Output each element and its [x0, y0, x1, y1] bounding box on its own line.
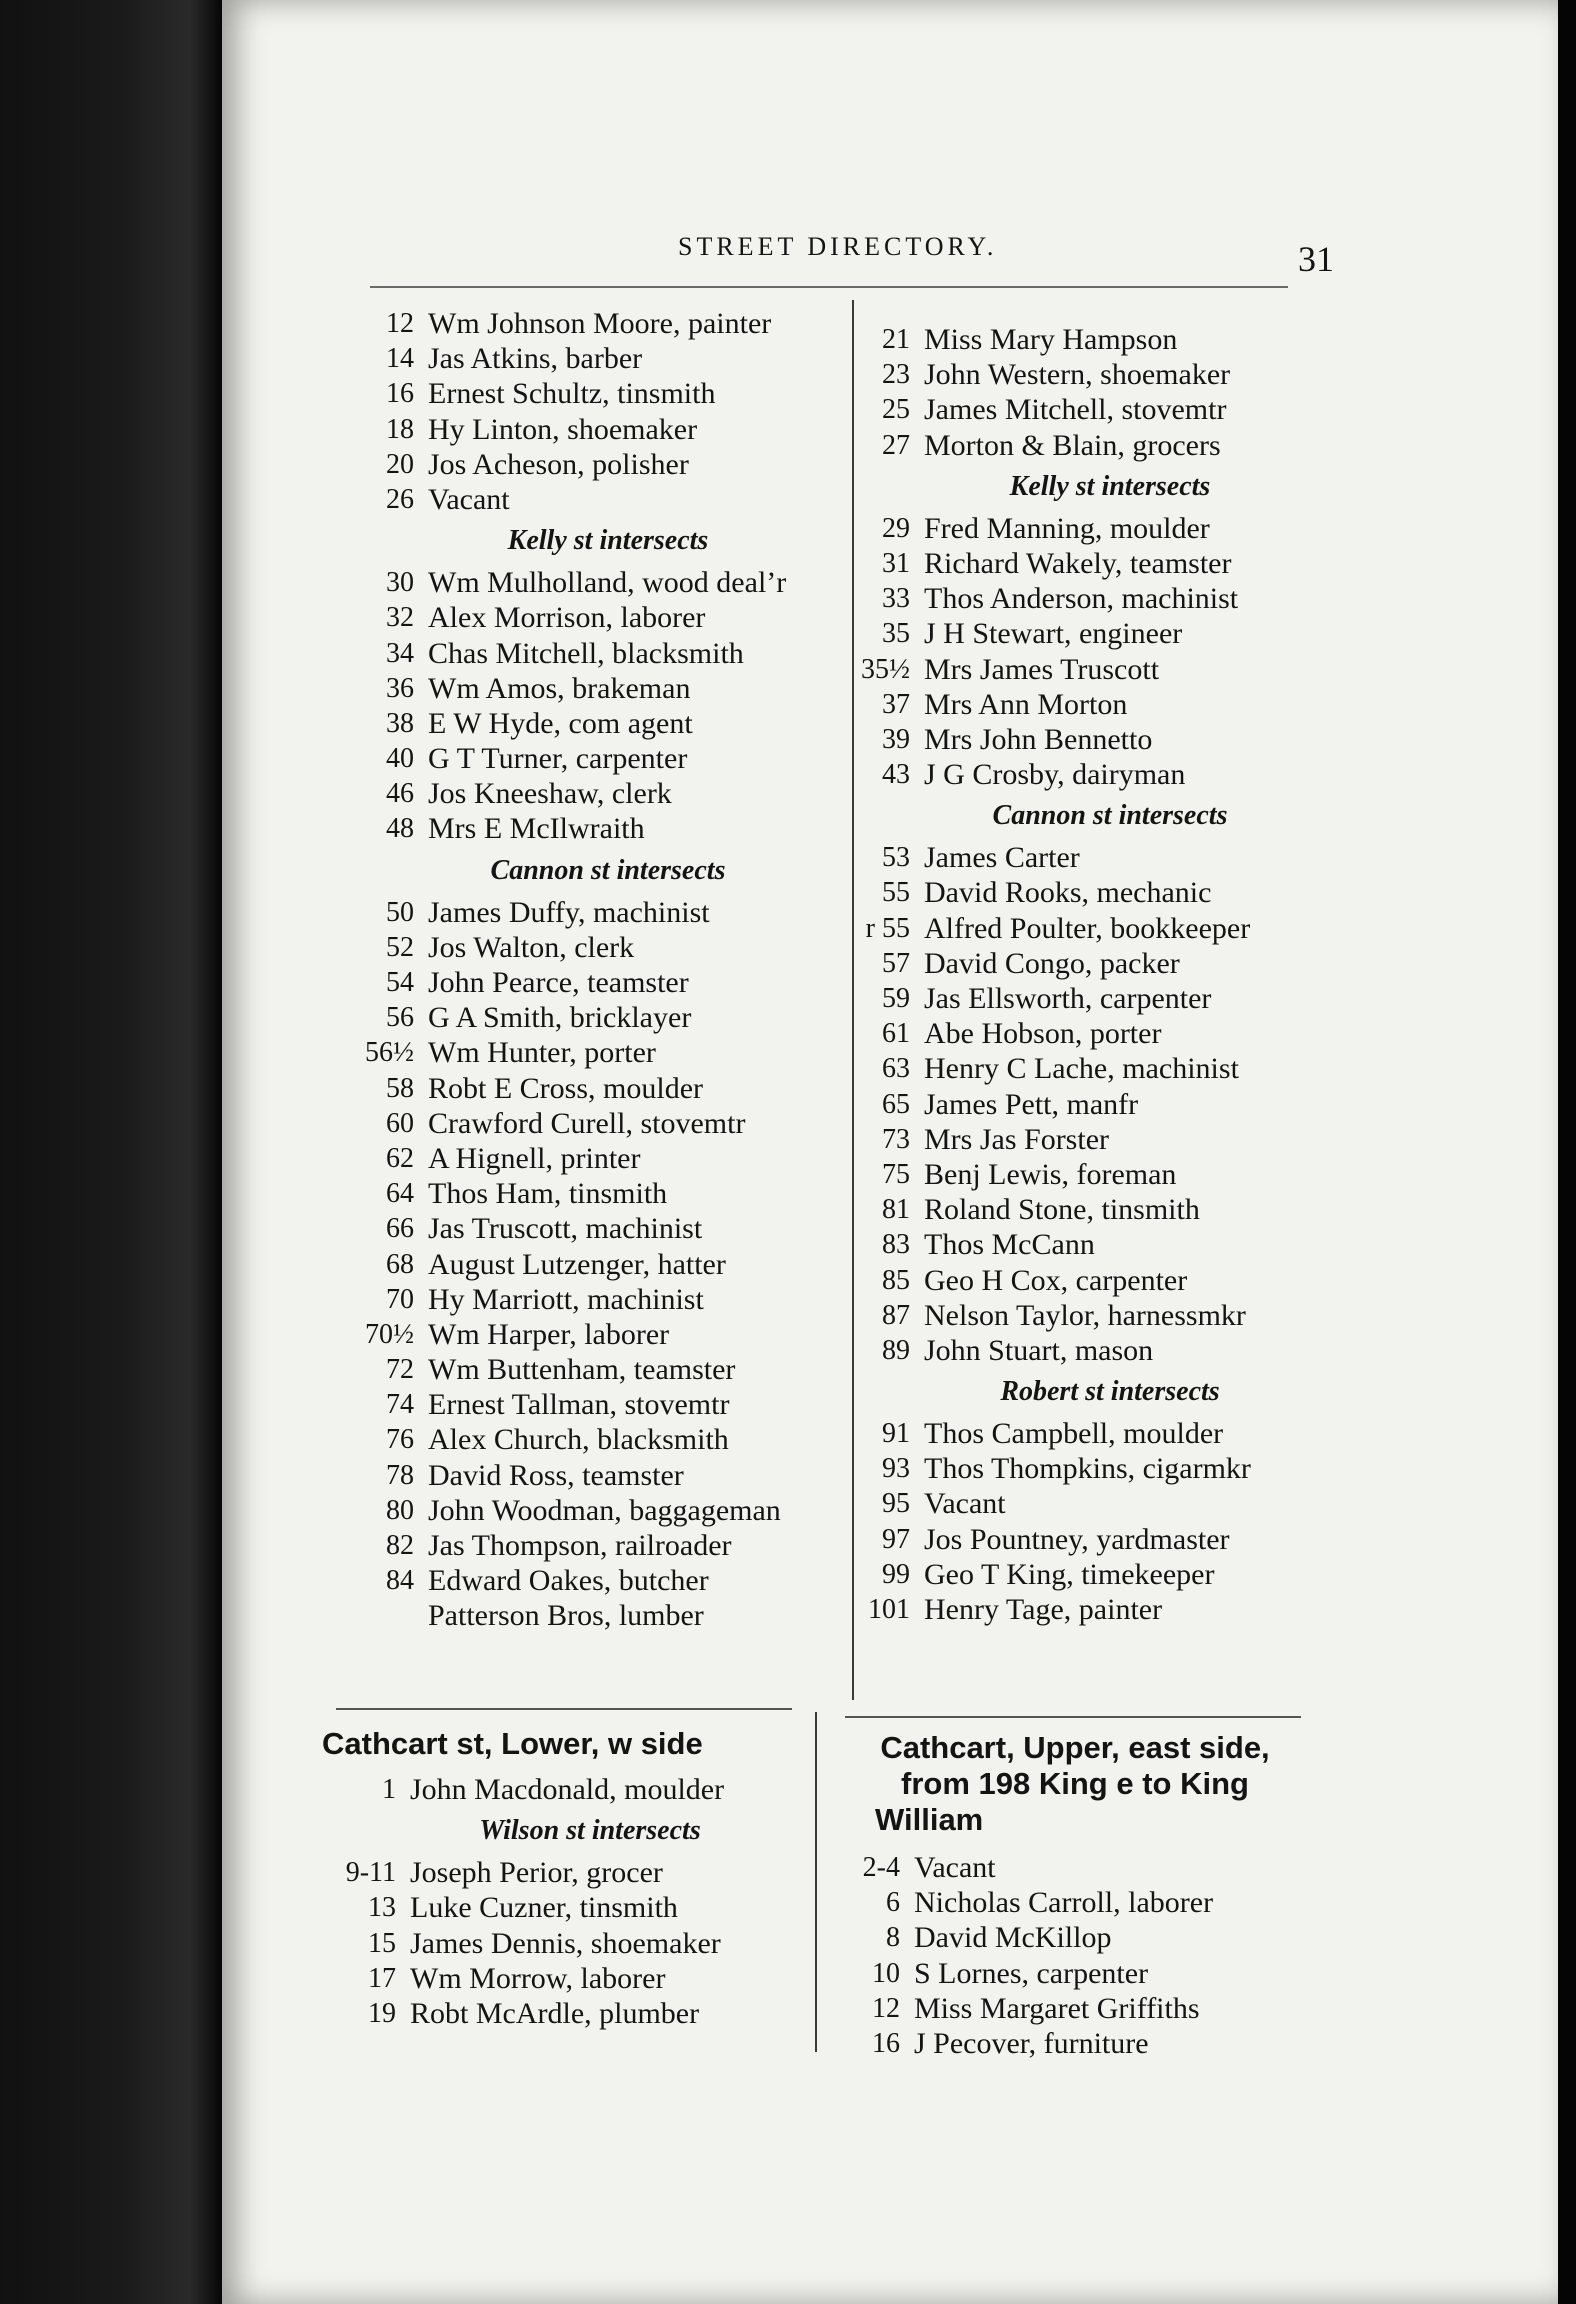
directory-entry	[850, 1557, 1330, 1592]
house-number: 36	[386, 672, 414, 704]
resident-entry: Miss Mary Hampson	[924, 323, 1178, 356]
house-number: 32	[386, 602, 414, 634]
street-heading-upper-line: from 198 King e to King	[901, 1766, 1249, 1801]
running-header: STREET DIRECTORY.	[678, 232, 998, 261]
directory-entry	[850, 981, 1330, 1016]
house-number: 34	[386, 637, 414, 669]
directory-entry	[318, 1035, 838, 1070]
resident-entry: Alfred Poulter, bookkeeper	[924, 911, 1251, 945]
cross-street-label: Robert st intersects	[1000, 1376, 1220, 1408]
directory-entry	[840, 1991, 1320, 2026]
resident-entry: G A Smith, bricklayer	[428, 1001, 692, 1035]
directory-entry	[850, 722, 1330, 757]
directory-entry	[318, 776, 838, 811]
house-number: 97	[882, 1523, 910, 1555]
house-number: 76	[386, 1424, 414, 1456]
resident-entry: Wm Amos, brakeman	[428, 671, 691, 705]
resident-entry: A Hignell, printer	[428, 1141, 641, 1175]
page-edge	[1558, 0, 1576, 2304]
house-number: 12	[872, 1992, 900, 2024]
directory-entry	[850, 1157, 1330, 1192]
house-number: 43	[882, 759, 910, 791]
directory-entry	[318, 341, 838, 376]
house-number: 37	[882, 688, 910, 720]
resident-entry: Thos Anderson, machinist	[924, 582, 1239, 616]
directory-entry	[850, 1016, 1330, 1051]
directory-entry	[318, 376, 838, 411]
house-number: 93	[882, 1453, 910, 1485]
house-number: 17	[368, 1962, 396, 1994]
directory-entry	[850, 840, 1330, 875]
house-number: 33	[882, 583, 910, 615]
resident-entry: Thos McCann	[924, 1228, 1095, 1262]
directory-entry	[318, 636, 838, 671]
directory-entry	[840, 2026, 1320, 2061]
house-number: 95	[882, 1488, 910, 1520]
directory-entry	[318, 1141, 838, 1176]
directory-entry	[318, 1563, 838, 1598]
resident-entry: Mrs E McIlwraith	[428, 812, 645, 846]
house-number: 70	[386, 1283, 414, 1315]
directory-entry	[850, 546, 1330, 581]
directory-entry	[318, 1176, 838, 1211]
cross-street-label: Cannon st intersects	[490, 854, 726, 886]
directory-entry	[300, 1890, 820, 1925]
directory-entry	[318, 447, 838, 482]
house-number: 78	[386, 1459, 414, 1491]
street-heading-upper-line: William	[875, 1802, 984, 1837]
resident-entry: Robt E Cross, moulder	[428, 1071, 703, 1105]
street-heading-upper	[840, 1730, 1310, 1838]
directory-entry	[850, 1592, 1330, 1627]
resident-entry: Edward Oakes, butcher	[428, 1564, 709, 1598]
resident-entry: Mrs John Bennetto	[924, 722, 1153, 756]
resident-entry: Jas Truscott, machinist	[428, 1212, 703, 1246]
directory-entry	[850, 911, 1330, 946]
directory-entry	[850, 581, 1330, 616]
directory-entry	[850, 1192, 1330, 1227]
resident-entry: Fred Manning, moulder	[924, 511, 1210, 545]
directory-entry	[300, 1772, 820, 1807]
resident-entry: Geo H Cox, carpenter	[924, 1263, 1188, 1297]
directory-entry	[318, 811, 838, 846]
resident-entry: Morton & Blain, grocers	[924, 428, 1221, 462]
resident-entry: Patterson Bros, lumber	[428, 1599, 704, 1633]
resident-entry: Vacant	[924, 1487, 1006, 1521]
house-number: 14	[386, 343, 414, 375]
house-number: 21	[882, 324, 910, 355]
resident-entry: David Ross, teamster	[428, 1458, 684, 1492]
house-number: 75	[882, 1158, 910, 1190]
directory-entry	[850, 757, 1330, 792]
resident-entry: Hy Marriott, machinist	[428, 1282, 704, 1316]
lower-street-list	[300, 1772, 820, 2031]
resident-entry: James Mitchell, stovemtr	[924, 393, 1227, 427]
resident-entry: Wm Buttenham, teamster	[428, 1353, 736, 1387]
house-number: 8	[886, 1922, 900, 1954]
directory-entry	[318, 600, 838, 635]
house-number: 50	[386, 896, 414, 928]
house-number: 81	[882, 1194, 910, 1226]
directory-entry	[318, 895, 838, 930]
resident-entry: Jos Acheson, polisher	[428, 447, 689, 481]
house-number: 9-11	[345, 1857, 396, 1889]
resident-entry: Jas Atkins, barber	[428, 342, 643, 376]
directory-entry	[318, 1422, 838, 1457]
section-rule-left	[336, 1708, 792, 1710]
resident-entry: Wm Mulholland, wood deal’r	[428, 566, 787, 600]
directory-entry	[318, 1598, 838, 1633]
resident-entry: Alex Church, blacksmith	[428, 1423, 729, 1457]
directory-entry	[850, 875, 1330, 910]
directory-entry	[850, 1263, 1330, 1298]
house-number: 91	[882, 1418, 910, 1450]
resident-entry: Ernest Schultz, tinsmith	[428, 377, 716, 411]
directory-entry	[850, 1122, 1330, 1157]
resident-entry: Thos Campbell, moulder	[924, 1417, 1224, 1451]
resident-entry: Benj Lewis, foreman	[924, 1157, 1177, 1191]
directory-entry	[850, 1087, 1330, 1122]
left-column	[318, 306, 838, 1634]
cross-street-label: Cannon st intersects	[992, 800, 1228, 832]
resident-entry: Jas Ellsworth, carpenter	[924, 982, 1212, 1015]
house-number: 59	[882, 983, 910, 1014]
resident-entry: Robt McArdle, plumber	[410, 1996, 700, 2030]
resident-entry: Nelson Taylor, harnessmkr	[924, 1298, 1246, 1332]
resident-entry: Nicholas Carroll, laborer	[914, 1886, 1214, 1920]
house-number: 35	[882, 618, 910, 650]
directory-entry	[850, 687, 1330, 722]
house-number: 10	[872, 1957, 900, 1989]
resident-entry: Vacant	[428, 482, 510, 516]
resident-entry: J Pecover, furniture	[914, 2026, 1149, 2060]
house-number: 38	[386, 707, 414, 739]
house-number: 56½	[365, 1037, 414, 1069]
resident-entry: Henry Tage, painter	[924, 1593, 1163, 1626]
directory-entry	[318, 412, 838, 447]
directory-entry	[318, 1211, 838, 1246]
house-number: 63	[882, 1053, 910, 1085]
directory-entry	[318, 930, 838, 965]
house-number: 85	[882, 1264, 910, 1296]
house-number: 6	[886, 1887, 900, 1919]
house-number: 35½	[861, 653, 910, 685]
house-number: 66	[386, 1213, 414, 1245]
house-number: 16	[872, 2027, 900, 2059]
directory-entry	[318, 306, 838, 341]
directory-entry	[850, 946, 1330, 981]
house-number: 48	[386, 813, 414, 845]
house-number: 27	[882, 429, 910, 461]
resident-entry: John Woodman, baggageman	[428, 1493, 781, 1527]
header-rule	[370, 286, 1288, 288]
directory-entry	[318, 1493, 838, 1528]
street-heading-lower: Cathcart st, Lower, w side	[322, 1726, 703, 1761]
house-number: 15	[368, 1927, 396, 1959]
house-number: 46	[386, 778, 414, 810]
resident-entry: E W Hyde, com agent	[428, 706, 693, 740]
house-number: 53	[882, 842, 910, 874]
house-number: 13	[368, 1892, 396, 1924]
house-number: 57	[882, 947, 910, 979]
resident-entry: John Western, shoemaker	[924, 358, 1231, 392]
resident-entry: James Pett, manfr	[924, 1087, 1139, 1121]
directory-entry	[850, 652, 1330, 687]
directory-entry	[840, 1885, 1320, 1920]
directory-entry	[300, 1996, 820, 2031]
resident-entry: Ernest Tallman, stovemtr	[428, 1388, 730, 1422]
cross-street-label: Kelly st intersects	[1009, 470, 1211, 502]
house-number: 80	[386, 1494, 414, 1526]
resident-entry: Mrs Jas Forster	[924, 1122, 1109, 1156]
directory-entry	[318, 671, 838, 706]
house-number: 20	[386, 448, 414, 480]
house-number: 82	[386, 1530, 414, 1561]
resident-entry: David Congo, packer	[924, 946, 1180, 980]
house-number: 62	[386, 1142, 414, 1174]
directory-entry	[318, 706, 838, 741]
directory-entry	[318, 565, 838, 600]
house-number: 83	[882, 1229, 910, 1261]
cross-street-label: Kelly st intersects	[507, 525, 709, 557]
house-number: 40	[386, 743, 414, 775]
house-number: 56	[386, 1002, 414, 1034]
house-number: 16	[386, 378, 414, 410]
resident-entry: Alex Morrison, laborer	[428, 601, 706, 635]
resident-entry: Richard Wakely, teamster	[924, 546, 1232, 580]
page-number: 31	[1298, 239, 1334, 279]
right-column	[850, 322, 1330, 1627]
directory-entry	[300, 1961, 820, 1996]
house-number: 25	[882, 394, 910, 426]
directory-entry	[840, 1956, 1320, 1991]
resident-entry: Jos Walton, clerk	[428, 930, 635, 964]
resident-entry: David Rooks, mechanic	[924, 876, 1212, 910]
directory-entry	[850, 322, 1330, 357]
house-number: 72	[386, 1354, 414, 1386]
directory-entry	[318, 482, 838, 517]
house-number: 58	[386, 1072, 414, 1104]
resident-entry: Mrs Ann Morton	[924, 687, 1128, 721]
house-number: 39	[882, 723, 910, 755]
house-number: 1	[382, 1774, 396, 1805]
resident-entry: Jos Pountney, yardmaster	[924, 1522, 1230, 1556]
directory-entry	[318, 1247, 838, 1282]
resident-entry: Abe Hobson, porter	[924, 1017, 1162, 1051]
directory-entry	[850, 1333, 1330, 1368]
house-number: 87	[882, 1299, 910, 1331]
house-number: r 55	[865, 912, 910, 944]
resident-entry: Roland Stone, tinsmith	[924, 1193, 1200, 1227]
resident-entry: John Stuart, mason	[924, 1333, 1154, 1367]
house-number	[318, 1598, 428, 1633]
house-number: 60	[386, 1107, 414, 1139]
resident-entry: Wm Johnson Moore, painter	[428, 307, 772, 340]
house-number: 52	[386, 931, 414, 963]
house-number: 73	[882, 1123, 910, 1155]
resident-entry: G T Turner, carpenter	[428, 742, 688, 776]
resident-entry: Jos Kneeshaw, clerk	[428, 777, 672, 811]
house-number: 30	[386, 567, 414, 599]
directory-entry	[318, 965, 838, 1000]
directory-entry	[850, 428, 1330, 463]
house-number: 64	[386, 1178, 414, 1210]
directory-entry	[850, 1522, 1330, 1557]
resident-entry: Crawford Curell, stovemtr	[428, 1106, 746, 1140]
resident-entry: John Pearce, teamster	[428, 966, 689, 999]
house-number: 65	[882, 1088, 910, 1120]
house-number: 29	[882, 512, 910, 544]
directory-entry	[318, 1528, 838, 1563]
directory-entry	[318, 1317, 838, 1352]
directory-entry	[300, 1926, 820, 1961]
directory-entry	[318, 1282, 838, 1317]
directory-entry	[850, 1227, 1330, 1262]
directory-entry	[840, 1920, 1320, 1955]
resident-entry: Hy Linton, shoemaker	[428, 412, 698, 446]
house-number: 26	[386, 483, 414, 515]
house-number: 55	[882, 877, 910, 909]
resident-entry: Luke Cuzner, tinsmith	[410, 1891, 678, 1925]
directory-entry	[840, 1850, 1320, 1885]
house-number: 74	[386, 1389, 414, 1421]
directory-entry	[300, 1855, 820, 1890]
resident-entry: James Carter	[924, 841, 1080, 875]
directory-entry	[850, 1416, 1330, 1451]
resident-entry: Joseph Perior, grocer	[410, 1856, 663, 1890]
house-number: 61	[882, 1018, 910, 1050]
directory-entry	[850, 1451, 1330, 1486]
directory-entry	[850, 511, 1330, 546]
street-heading-upper-line: Cathcart, Upper, east side,	[880, 1730, 1270, 1765]
directory-entry	[850, 616, 1330, 651]
house-number: 99	[882, 1558, 910, 1590]
directory-entry	[850, 392, 1330, 427]
book-gutter	[0, 0, 222, 2304]
house-number: 12	[386, 308, 414, 339]
directory-entry	[318, 1000, 838, 1035]
resident-entry: S Lornes, carpenter	[914, 1956, 1149, 1990]
resident-entry: Vacant	[914, 1851, 996, 1884]
directory-entry	[850, 1051, 1330, 1086]
resident-entry: James Duffy, machinist	[428, 895, 710, 929]
resident-entry: Thos Thompkins, cigarmkr	[924, 1452, 1251, 1486]
house-number: 68	[386, 1248, 414, 1280]
house-number: 89	[882, 1334, 910, 1366]
house-number: 2-4	[862, 1852, 900, 1883]
house-number: 54	[386, 967, 414, 998]
resident-entry: August Lutzenger, hatter	[428, 1247, 726, 1281]
resident-entry: Henry C Lache, machinist	[924, 1052, 1239, 1086]
house-number: 101	[868, 1594, 910, 1625]
resident-entry: Mrs James Truscott	[924, 652, 1160, 686]
house-number: 23	[882, 359, 910, 391]
resident-entry: Wm Morrow, laborer	[410, 1961, 666, 1995]
house-number: 31	[882, 547, 910, 579]
directory-entry	[850, 1298, 1330, 1333]
directory-entry	[318, 1387, 838, 1422]
house-number: 84	[386, 1565, 414, 1597]
directory-entry	[318, 1458, 838, 1493]
resident-entry: Wm Harper, laborer	[428, 1317, 670, 1351]
directory-entry	[318, 1352, 838, 1387]
directory-entry	[318, 741, 838, 776]
resident-entry: John Macdonald, moulder	[410, 1773, 725, 1806]
resident-entry: Wm Hunter, porter	[428, 1036, 656, 1070]
resident-entry: Geo T King, timekeeper	[924, 1557, 1215, 1591]
directory-entry	[318, 1106, 838, 1141]
house-number: 70½	[365, 1318, 414, 1350]
section-rule-right	[845, 1716, 1301, 1718]
resident-entry: Chas Mitchell, blacksmith	[428, 636, 744, 670]
directory-entry	[850, 1486, 1330, 1521]
upper-street-list	[840, 1850, 1320, 2061]
resident-entry: Jas Thompson, railroader	[428, 1529, 732, 1562]
directory-entry	[318, 1071, 838, 1106]
resident-entry: David McKillop	[914, 1921, 1112, 1955]
house-number: 19	[368, 1997, 396, 2029]
house-number: 18	[386, 413, 414, 445]
directory-entry	[850, 357, 1330, 392]
resident-entry: J G Crosby, dairyman	[924, 758, 1186, 792]
resident-entry: J H Stewart, engineer	[924, 617, 1183, 651]
resident-entry: James Dennis, shoemaker	[410, 1926, 721, 1960]
resident-entry: Thos Ham, tinsmith	[428, 1177, 668, 1211]
cross-street-label: Wilson st intersects	[479, 1815, 701, 1847]
resident-entry: Miss Margaret Griffiths	[914, 1991, 1200, 2025]
